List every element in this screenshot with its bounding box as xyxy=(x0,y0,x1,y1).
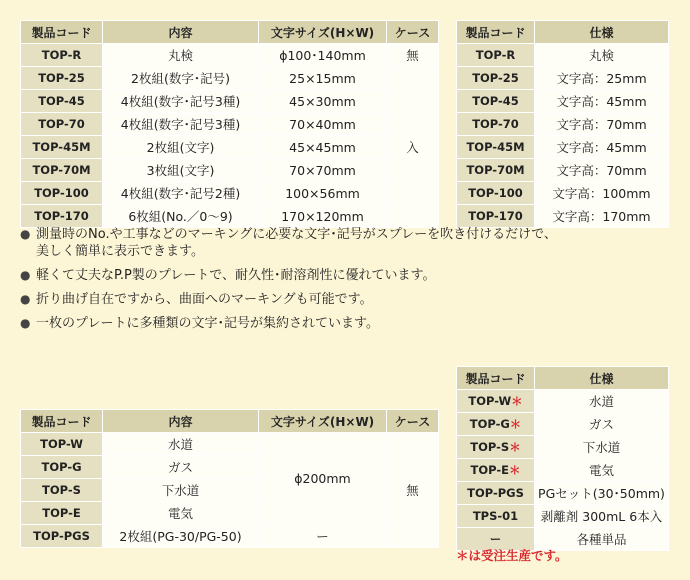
content-cell: 6枚組(No.／0〜9) xyxy=(103,205,259,228)
table-row xyxy=(21,113,439,136)
content-cell: 2枚組(文字) xyxy=(103,136,259,159)
product-code: TOP-G xyxy=(469,417,510,431)
spec-cell: 剥離剤 300mL 6本入 xyxy=(535,505,669,528)
product-code-cell xyxy=(457,436,535,459)
size-cell: 70×70mm xyxy=(259,159,387,182)
spec-cell: 文字高：25mm xyxy=(535,67,669,90)
size-cell: 25×15mm xyxy=(259,67,387,90)
content-cell: 4枚組(数字･記号2種) xyxy=(103,182,259,205)
table-row xyxy=(457,482,669,505)
header-case: ケース xyxy=(387,410,439,433)
product-code-cell: TOP-S xyxy=(21,479,103,502)
product-code-cell: TOP-70M xyxy=(457,159,535,182)
header-content: 内容 xyxy=(103,21,259,44)
spec-cell: 文字高：170mm xyxy=(535,205,669,228)
made-to-order-mark: ＊ xyxy=(508,463,521,477)
table-row xyxy=(457,459,669,482)
size-cell: 45×45mm xyxy=(259,136,387,159)
table-header-row xyxy=(457,21,669,44)
product-code-cell xyxy=(457,459,535,482)
product-code-cell: TOP-170 xyxy=(21,205,103,228)
size-cell: 100×56mm xyxy=(259,182,387,205)
size-cell-merged: ϕ200mm xyxy=(259,433,387,525)
table-row xyxy=(21,433,439,456)
spec-cell: 文字高：45mm xyxy=(535,136,669,159)
product-code-cell: TOP-G xyxy=(21,456,103,479)
header-spec: 仕様 xyxy=(535,367,669,390)
spec-cell: 電気 xyxy=(535,459,669,482)
case-cell: 無 xyxy=(387,44,439,67)
bullet-text: 一枚のプレートに多種類の文字･記号が集約されています。 xyxy=(36,316,379,331)
table-row xyxy=(21,136,439,159)
product-code-cell: TOP-45M xyxy=(457,136,535,159)
product-code-cell: TOP-25 xyxy=(21,67,103,90)
table-row xyxy=(21,182,439,205)
content-cell: 4枚組(数字･記号3種) xyxy=(103,113,259,136)
product-code: TOP-W xyxy=(468,394,512,408)
table-row xyxy=(457,505,669,528)
header-content: 内容 xyxy=(103,410,259,433)
table-row xyxy=(457,436,669,459)
table-header-row xyxy=(457,367,669,390)
spec-cell: PGセット(30･50mm) xyxy=(535,482,669,505)
header-char-size: 文字サイズ(H×W) xyxy=(259,21,387,44)
table-row xyxy=(457,159,669,182)
product-code-cell: TOP-70M xyxy=(21,159,103,182)
bullet-text: 折り曲げ自在ですから、曲面へのマーキングも可能です。 xyxy=(36,292,373,307)
table-row xyxy=(21,159,439,182)
made-to-order-mark: ＊ xyxy=(511,394,523,408)
spec-table-bottom xyxy=(456,366,669,551)
list-item xyxy=(20,267,680,284)
list-item xyxy=(20,291,680,308)
table-row xyxy=(457,113,669,136)
table-row xyxy=(21,67,439,90)
header-case: ケース xyxy=(387,21,439,44)
table-row xyxy=(457,205,669,228)
spec-table-top xyxy=(456,20,669,228)
product-code-cell: TOP-100 xyxy=(457,182,535,205)
bullet-dot-icon: ● xyxy=(20,316,31,330)
content-cell: 2枚組(PG-30/PG-50) xyxy=(103,525,259,548)
size-cell: 170×120mm xyxy=(259,205,387,228)
table-row xyxy=(21,525,439,548)
size-cell: ϕ100･140mm xyxy=(259,44,387,67)
bullet-text: 軽くて丈夫なP.P製のプレートで、耐久性･耐溶剤性に優れています。 xyxy=(36,268,436,283)
bullet-text: 測量時のNo.や工事などのマーキングに必要な文字･記号がスプレーを吹き付けるだけで、 xyxy=(36,227,557,242)
spec-cell: 丸検 xyxy=(535,44,669,67)
spec-cell: 各種単品 xyxy=(535,528,669,551)
list-item xyxy=(20,226,680,260)
product-code-cell: TOP-45M xyxy=(21,136,103,159)
product-code-cell: TOP-25 xyxy=(457,67,535,90)
table-row xyxy=(457,182,669,205)
product-code-cell: TOP-70 xyxy=(21,113,103,136)
product-code-cell: TOP-W xyxy=(21,433,103,456)
spec-cell: 文字高：70mm xyxy=(535,113,669,136)
content-cell: ガス xyxy=(103,456,259,479)
product-code-cell: TOP-45 xyxy=(21,90,103,113)
table-row xyxy=(21,90,439,113)
product-code-cell: TOP-R xyxy=(21,44,103,67)
made-to-order-mark: ＊ xyxy=(509,417,522,431)
content-cell: 電気 xyxy=(103,502,259,525)
table-row xyxy=(457,44,669,67)
table-row xyxy=(21,205,439,228)
table-row xyxy=(457,67,669,90)
bullet-dot-icon: ● xyxy=(20,268,31,282)
product-code-cell: TOP-PGS xyxy=(457,482,535,505)
table-header-row xyxy=(21,21,439,44)
content-cell: 丸検 xyxy=(103,44,259,67)
spec-cell: 文字高：45mm xyxy=(535,90,669,113)
product-code-cell xyxy=(457,413,535,436)
case-cell-merged: 入 xyxy=(387,67,439,228)
case-cell-merged: 無 xyxy=(387,433,439,548)
product-code-cell: TOP-170 xyxy=(457,205,535,228)
product-code-cell: TOP-R xyxy=(457,44,535,67)
product-code-cell: TOP-45 xyxy=(457,90,535,113)
table-row xyxy=(457,90,669,113)
bullet-dot-icon: ● xyxy=(20,292,31,306)
product-code: TOP-E xyxy=(470,463,509,477)
table-row xyxy=(457,390,669,413)
spec-cell: 下水道 xyxy=(535,436,669,459)
product-code-cell: TOP-70 xyxy=(457,113,535,136)
content-cell: 水道 xyxy=(103,433,259,456)
feature-bullet-list xyxy=(20,226,680,339)
product-table-bottom xyxy=(20,409,439,548)
size-cell: 70×40mm xyxy=(259,113,387,136)
product-code-cell xyxy=(457,390,535,413)
content-cell: 4枚組(数字･記号3種) xyxy=(103,90,259,113)
product-table-top xyxy=(20,20,439,228)
product-code: TOP-S xyxy=(470,440,510,454)
bullet-dot-icon: ● xyxy=(20,227,31,241)
product-code-cell: TOP-E xyxy=(21,502,103,525)
spec-cell: ガス xyxy=(535,413,669,436)
product-code-cell: TOP-PGS xyxy=(21,525,103,548)
spec-cell: 文字高：100mm xyxy=(535,182,669,205)
content-cell: 下水道 xyxy=(103,479,259,502)
spec-cell: 文字高：70mm xyxy=(535,159,669,182)
header-product-code: 製品コード xyxy=(21,410,103,433)
header-spec: 仕様 xyxy=(535,21,669,44)
table-row xyxy=(457,413,669,436)
product-code-cell: ー xyxy=(457,528,535,551)
table-row xyxy=(457,136,669,159)
table-header-row xyxy=(21,410,439,433)
header-product-code: 製品コード xyxy=(21,21,103,44)
table-row xyxy=(21,44,439,67)
product-code-cell: TPS-01 xyxy=(457,505,535,528)
content-cell: 2枚組(数字･記号) xyxy=(103,67,259,90)
content-cell: 3枚組(文字) xyxy=(103,159,259,182)
list-item xyxy=(20,315,680,332)
made-to-order-note: ＊は受注生産です。 xyxy=(456,548,568,563)
spec-cell: 水道 xyxy=(535,390,669,413)
product-code-cell: TOP-100 xyxy=(21,182,103,205)
made-to-order-mark: ＊ xyxy=(509,440,521,454)
bullet-text-continued: 美しく簡単に表示できます。 xyxy=(36,244,204,259)
size-cell: 45×30mm xyxy=(259,90,387,113)
header-product-code: 製品コード xyxy=(457,367,535,390)
size-cell: ー xyxy=(259,525,387,548)
header-char-size: 文字サイズ(H×W) xyxy=(259,410,387,433)
header-product-code: 製品コード xyxy=(457,21,535,44)
